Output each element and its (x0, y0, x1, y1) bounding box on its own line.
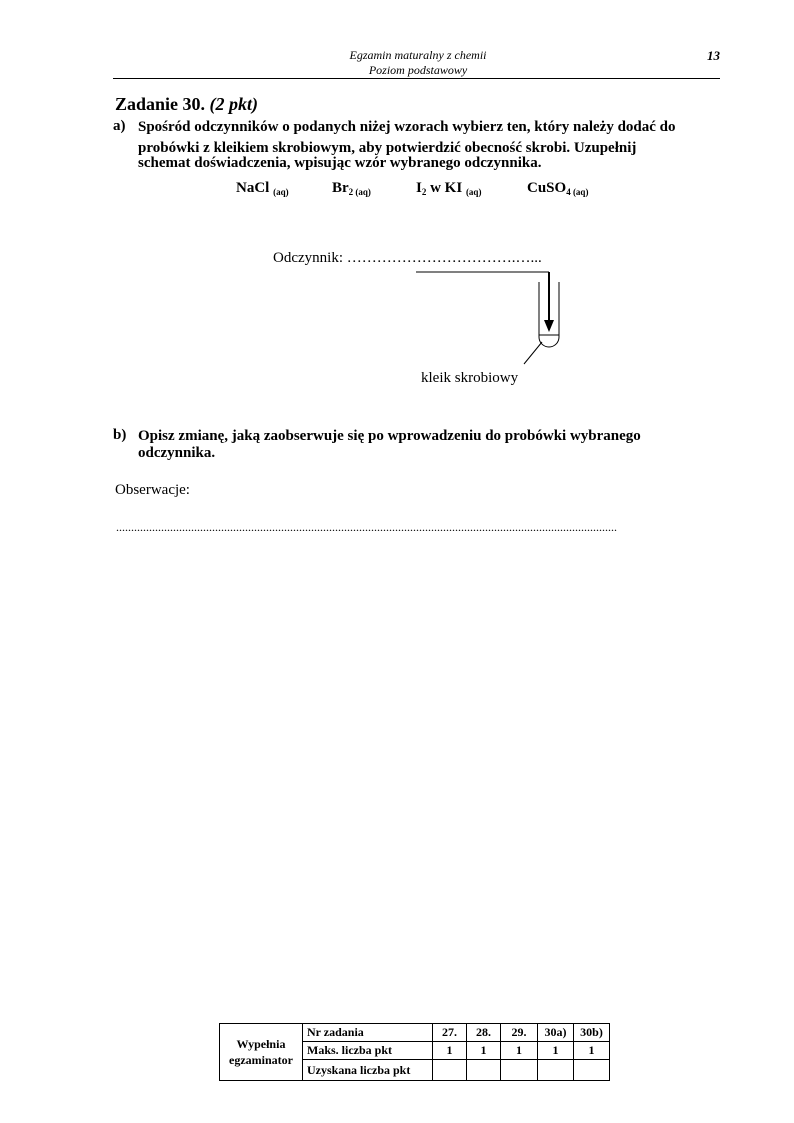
max-points-cell: 1 (501, 1042, 538, 1060)
examiner-label-line-1: Wypełnia (236, 1037, 286, 1051)
task-number-cell: 27. (433, 1024, 467, 1042)
observations-label: Obserwacje: (115, 482, 190, 498)
page-number: 13 (707, 48, 720, 63)
task-number-cell: 29. (501, 1024, 538, 1042)
examiner-label (220, 1024, 303, 1081)
row-label-max-points: Maks. liczba pkt (303, 1042, 433, 1060)
part-a-line-3: schemat doświadczenia, wpisując wzór wybranego odczynnika. (138, 155, 542, 171)
part-b-line-2: odczynnika. (138, 445, 216, 461)
reagent-br2-sub: 2 (aq) (348, 187, 371, 197)
reagent-i2-sub: 2 (421, 187, 427, 197)
earned-points-cell[interactable] (433, 1060, 467, 1081)
earned-points-cell[interactable] (574, 1060, 610, 1081)
answer-line[interactable]: ....................................................................................................................................................................... (116, 520, 617, 534)
task-number-cell: 30a) (538, 1024, 574, 1042)
reagent-br2 (332, 180, 371, 197)
part-a-line-1: Spośród odczynników o podanych niżej wzorach wybierz ten, który należy dodać do (138, 119, 676, 135)
max-points-cell: 1 (574, 1042, 610, 1060)
reagent-cuso4 (527, 180, 588, 197)
examiner-label-line-2: egzaminator (229, 1053, 293, 1067)
max-points-cell: 1 (538, 1042, 574, 1060)
part-b-line-1: Opisz zmianę, jaką zaobserwuje się po wprowadzeniu do probówki wybranego (138, 428, 641, 444)
part-b-letter: b) (113, 427, 127, 443)
reagent-nacl-formula: NaCl (236, 180, 270, 196)
tube-pointer-line (524, 342, 542, 364)
earned-points-cell[interactable] (501, 1060, 538, 1081)
part-a-letter: a) (113, 118, 126, 134)
task-title-text: Zadanie 30. (115, 94, 206, 114)
task-points: (2 pkt) (209, 94, 259, 114)
tube-label: kleik skrobiowy (421, 370, 519, 386)
reagent-cuso4-sub: 4 (aq) (566, 187, 589, 197)
part-a-line-2: probówki z kleikiem skrobiowym, aby potwierdzić obecność skrobi. Uzupełnij (138, 140, 637, 156)
max-points-cell: 1 (433, 1042, 467, 1060)
reagent-i2-ki (416, 180, 481, 197)
header-rule (113, 78, 720, 79)
row-label-task-number: Nr zadania (303, 1024, 433, 1042)
earned-points-cell[interactable] (467, 1060, 501, 1081)
reagent-i2-ki-formula: w KI (426, 180, 466, 196)
header-subtitle: Poziom podstawowy (368, 63, 468, 77)
reagent-br2-formula: Br (332, 180, 349, 196)
arrow-head-icon (544, 320, 554, 332)
reagent-nacl-sub: (aq) (273, 187, 289, 197)
score-table (219, 1023, 610, 1081)
reagent-label: Odczynnik: …………………………….…... (273, 250, 542, 266)
header-title: Egzamin maturalny z chemii (349, 48, 487, 62)
row-label-earned-points: Uzyskana liczba pkt (303, 1060, 433, 1081)
max-points-cell: 1 (467, 1042, 501, 1060)
reagent-nacl (236, 180, 289, 197)
table-row (220, 1024, 610, 1042)
earned-points-cell[interactable] (538, 1060, 574, 1081)
reagent-cuso4-formula: CuSO (527, 180, 567, 196)
task-number-cell: 28. (467, 1024, 501, 1042)
task-title (115, 94, 258, 115)
task-number-cell: 30b) (574, 1024, 610, 1042)
reagent-i2-ki-sub: (aq) (465, 187, 482, 197)
reagent-i2-formula: I (416, 180, 422, 196)
